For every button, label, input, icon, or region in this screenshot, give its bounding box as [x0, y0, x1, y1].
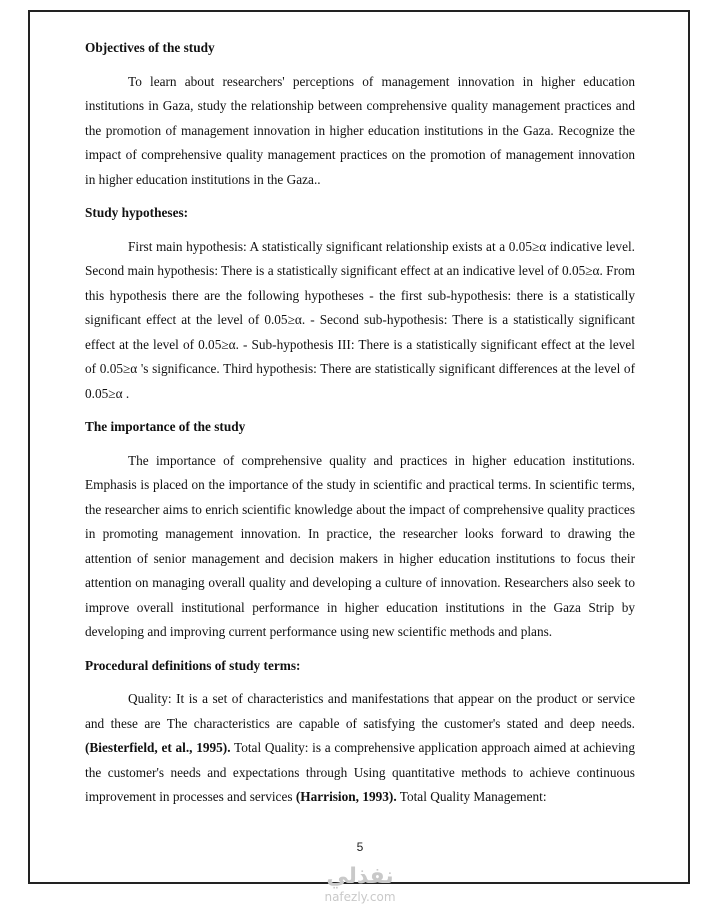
watermark-url: nafezly.com	[324, 890, 396, 904]
definition-total-quality-text: Total Quality: is a comprehensive application approach aimed at achieving the customer's needs and expectations through Using quantitative methods to achieve continuous improvement in processes and services	[85, 740, 635, 804]
heading-definitions: Procedural definitions of study terms:	[85, 657, 301, 673]
heading-importance: The importance of the study	[85, 419, 246, 434]
section-definitions	[85, 654, 635, 810]
paragraph-hypotheses: First main hypothesis: A statistically significant relationship exists at a 0.05≥α indicative level. Second main hypothesis: There is a statistically significant effect at an indicative level of 0.05≥α. From this hypothesis there are the following hypotheses - the first sub-hypothesis: there is a statistically significant effect at the level of 0.05≥α. - Second sub-hypothesis: There is a statistically significant effect at the level of 0.05≥α. - Sub-hypothesis III: There is a statistically significant effect at the level of 0.05≥α 's significance. Third hypothesis: There are statistically significant differences at the level of 0.05≥α .	[85, 238, 635, 401]
paragraph-definitions	[85, 687, 635, 810]
page-number: 5	[356, 840, 364, 854]
heading-hypotheses: Study hypotheses:	[85, 205, 189, 220]
definition-tqm-text: Total Quality Management:	[396, 789, 547, 804]
section-objectives	[85, 36, 635, 192]
document-body	[85, 36, 635, 810]
heading-objectives: Objectives of the study	[85, 40, 215, 55]
definition-quality-text: Quality: It is a set of characteristics and manifestations that appear on the product or service and these are The characteristics are capable of satisfying the customer's stated and deep needs.	[85, 691, 635, 731]
citation-biesterfield: (Biesterfield, et al., 1995).	[85, 740, 231, 755]
paragraph-importance: The importance of comprehensive quality and practices in higher education institutions. Emphasis is placed on the importance of the study in scientific and practical terms. In scientific terms, the researcher aims to enrich scientific knowledge about the impact of comprehensive quality practices in promoting management innovation. In practice, the researcher looks forward to drawing the attention of senior management and decision makers in higher education institutions to focus their attention on managing overall quality and developing a culture of innovation. Researchers also seek to improve overall institutional performance in higher education institutions in the Gaza Strip by developing and improving current performance using new scientific methods and plans.	[85, 452, 635, 639]
watermark-logo: نفذلي	[326, 864, 394, 889]
section-hypotheses	[85, 201, 635, 406]
watermark	[300, 864, 420, 904]
paragraph-objectives: To learn about researchers' perceptions of management innovation in higher education institutions in Gaza, study the relationship between comprehensive quality management practices and the promotion of management innovation in higher education institutions in the Gaza. Recognize the impact of comprehensive quality management practices on the promotion of management innovation in higher education institutions in the Gaza..	[85, 73, 635, 187]
section-importance	[85, 415, 635, 645]
citation-harrision: (Harrision, 1993).	[295, 789, 397, 804]
